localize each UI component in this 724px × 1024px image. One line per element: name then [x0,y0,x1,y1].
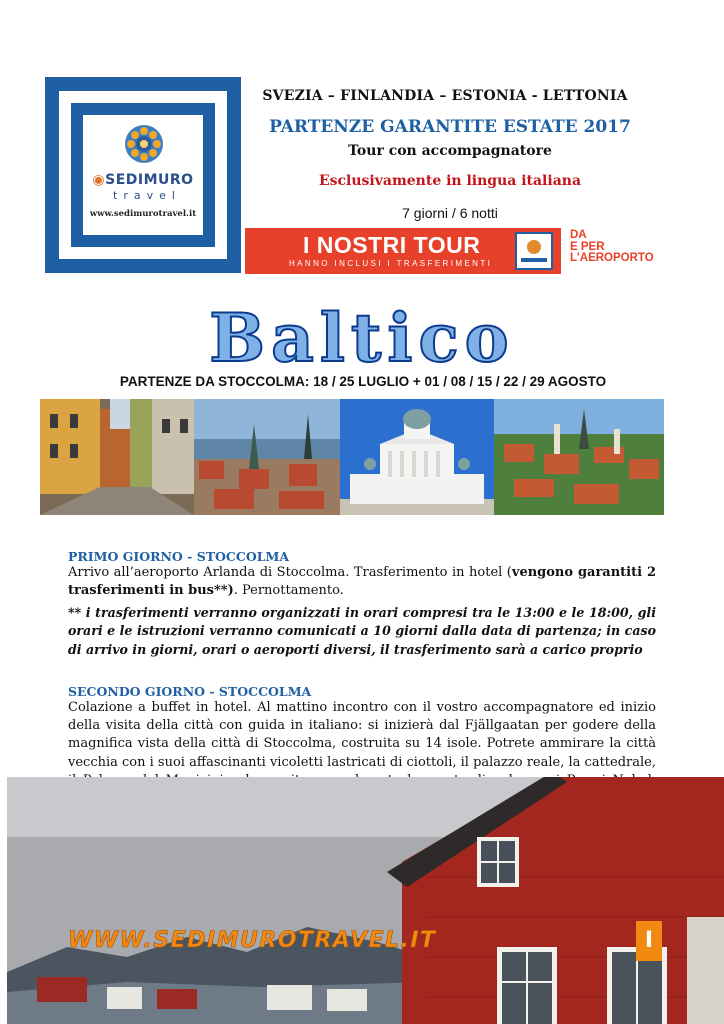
logo-frame [45,77,241,273]
logo-url: www.sedimurotravel.it [89,209,197,219]
day-1-title: PRIMO GIORNO - STOCCOLMA [68,549,290,564]
website-link[interactable]: WWW.SEDIMUROTRAVEL.IT [68,928,437,953]
photo-tallinn-oldtown [494,399,664,515]
airport-line-2: E PER [570,240,605,253]
mandala-icon [123,123,165,165]
photo-red-house [7,777,724,1024]
language-note: Esclusivamente in lingua italiana [318,173,582,189]
logo-sub: travel [113,189,181,202]
page-number: I [636,921,662,961]
duration: 7 giorni / 6 notti [402,205,498,221]
airport-transfer-note [570,230,654,265]
guaranteed-departures: PARTENZE GARANTITE ESTATE 2017 [269,117,631,137]
countries-heading: SVEZIA – FINLANDIA – ESTONIA - LETTONIA [262,88,628,104]
photo-riga-skyline [194,399,340,515]
banner-title: I NOSTRI TOUR [303,232,481,258]
sedimuro-logo [83,115,203,235]
tour-banner [245,228,561,274]
day-2-text: Colazione a buffet in hotel. Al mattino incontro con il vostro accompagnatore ed inizio della visita della città con guida in italiano: si inizierà dal Fjällgaatan per godere della magnifica vista della città di Stoccolma, costruita su 14 isole. Potrete ammirare la città vecchia con i suoi affascinanti vicoletti lastricati di ciottoli, il palazzo reale, la cattedrale, [68,700,656,770]
logo-brand: ◉SEDIMURO [92,172,194,188]
page-title: Baltico [209,299,515,377]
banner-subtitle: HANNO INCLUSI I TRASFERIMENTI [289,259,493,268]
airport-line-1: DA [570,229,587,241]
day-2-title: SECONDO GIORNO - STOCCOLMA [68,684,312,699]
tour-type: Tour con accompagnatore [348,143,552,159]
banner-logo-icon [515,232,553,270]
globe-icon: ◉ [92,172,106,188]
photo-stockholm-street [40,399,194,515]
departure-dates: PARTENZE DA STOCCOLMA: 18 / 25 LUGLIO + 01 / 08 / 15 / 22 / 29 AGOSTO [119,374,607,389]
photo-helsinki-cathedral [340,399,494,515]
day-1-note: ** i trasferimenti verranno organizzati in orari compresi tra le 13:00 e le 18:00, gli orari e le istruzioni verranno comunicati a 10 giorni dalla data di partenza; in caso di arrivo in giorni, orari o aeroporti diversi, il trasferimento sarà a carico proprio [68,605,656,657]
airport-line-3: L'AEROPORTO [570,252,654,264]
day-1-text: Arrivo all’aeroporto Arlanda di Stoccolma. Trasferimento in hotel (vengono garantiti 2 trasferimenti in bus**). Pernottamento. [68,565,657,599]
